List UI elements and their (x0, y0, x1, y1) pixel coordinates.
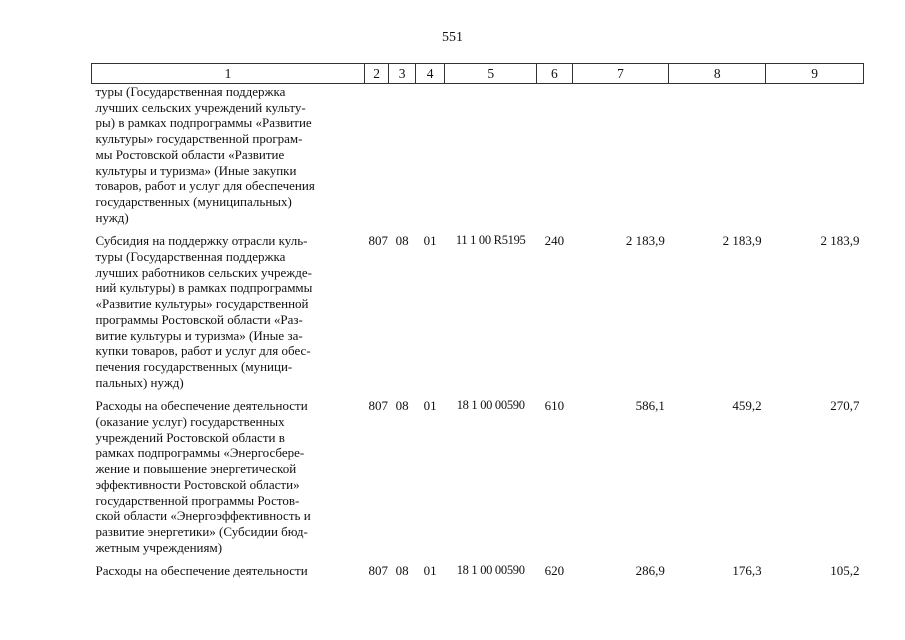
description-line: Расходы на обеспечение деятельности (95, 398, 308, 414)
row-spacer (92, 555, 864, 563)
budget-table (91, 63, 864, 579)
description-line: развитие энергетики» (Субсидии бюд- (95, 523, 308, 539)
description-line: нужд) (95, 209, 129, 225)
section-code: 08 (395, 398, 409, 414)
subsection-code: 01 (423, 398, 437, 414)
description-line: печения государственных (муници- (95, 358, 293, 374)
col-header-8: 8 (669, 64, 766, 84)
description-line: (оказание услуг) государственных (95, 414, 285, 430)
subsection-code: 01 (423, 563, 437, 579)
description-line: ской области «Энергоэффективность и (95, 508, 311, 524)
row-description (92, 398, 365, 555)
table-row (92, 398, 864, 555)
target-article-code (445, 84, 537, 226)
description-line: государственной программы Ростов- (95, 492, 300, 508)
description-line: рамках подпрограммы «Энергосбере- (95, 445, 305, 461)
expense-type-code: 620 (544, 563, 565, 579)
target-article-code: 18 1 00 00590 (456, 398, 525, 413)
description-line: ний культуры) в рамках подпрограммы (95, 280, 313, 296)
amount-year-2: 2 183,9 (722, 233, 762, 249)
description-line: Расходы на обеспечение деятельности (95, 563, 308, 579)
ministry-code: 807 (368, 233, 388, 249)
table-body (92, 84, 864, 580)
expense-type-code: 240 (544, 233, 565, 249)
description-line: пальных) нужд) (95, 374, 184, 390)
amount-year-1 (572, 84, 669, 226)
header-row (92, 64, 864, 84)
row-spacer-cell (92, 555, 864, 563)
section-code: 08 (395, 233, 409, 249)
description-line: «Развитие культуры» государственной (95, 296, 309, 312)
description-line: учреждений Ростовской области в (95, 429, 285, 445)
amount-year-2: 459,2 (732, 398, 762, 414)
col-header-3: 3 (389, 64, 415, 84)
table-row (92, 563, 864, 579)
row-description (92, 563, 365, 579)
description-line: жение и повышение энергетической (95, 461, 297, 477)
description-line: культуры и туризма» (Иные закупки (95, 162, 297, 178)
row-description (92, 233, 365, 390)
amount-year-1: 586,1 (635, 398, 665, 414)
row-spacer (92, 390, 864, 398)
amount-year-1: 2 183,9 (625, 233, 665, 249)
row-description (92, 84, 365, 226)
amount-year-3: 105,2 (830, 563, 860, 579)
amount-year-1: 286,9 (635, 563, 665, 579)
amount-year-3 (766, 84, 864, 226)
description-line: туры (Государственная поддержка (95, 84, 286, 99)
description-line: жетным учреждениям) (95, 539, 223, 555)
amount-year-3: 270,7 (830, 398, 860, 414)
amount-year-3: 2 183,9 (820, 233, 860, 249)
col-header-2: 2 (364, 64, 388, 84)
expense-type-code (537, 84, 573, 226)
description-line: лучших работников сельских учрежде- (95, 264, 313, 280)
subsection-code (415, 84, 445, 226)
description-line: культуры» государственной програм- (95, 131, 303, 147)
row-spacer (92, 225, 864, 233)
row-spacer-cell (92, 225, 864, 233)
description-line: государственных (муниципальных) (95, 193, 292, 209)
table-row (92, 84, 864, 226)
description-line: программы Ростовской области «Раз- (95, 311, 303, 327)
row-spacer-cell (92, 390, 864, 398)
description-line: витие культуры и туризма» (Иные за- (95, 327, 303, 343)
description-line: купки товаров, работ и услуг для обес- (95, 343, 311, 359)
col-header-1: 1 (92, 64, 365, 84)
col-header-4: 4 (415, 64, 445, 84)
col-header-5: 5 (445, 64, 537, 84)
subsection-code: 01 (423, 233, 437, 249)
expense-type-code: 610 (544, 398, 565, 414)
description-line: туры (Государственная поддержка (95, 249, 286, 265)
col-header-6: 6 (537, 64, 573, 84)
ministry-code: 807 (368, 563, 388, 579)
description-line: мы Ростовской области «Развитие (95, 146, 285, 162)
description-line: Субсидия на поддержку отрасли куль- (95, 233, 308, 249)
target-article-code: 11 1 00 R5195 (455, 233, 526, 248)
description-line: ры) в рамках подпрограммы «Развитие (95, 115, 312, 131)
table-row (92, 233, 864, 390)
amount-year-2: 176,3 (732, 563, 762, 579)
section-code: 08 (395, 563, 409, 579)
section-code (389, 84, 415, 226)
amount-year-2 (669, 84, 766, 226)
target-article-code: 18 1 00 00590 (456, 563, 525, 578)
page-number: 551 (442, 30, 463, 45)
ministry-code (364, 84, 388, 226)
col-header-7: 7 (572, 64, 669, 84)
col-header-9: 9 (766, 64, 864, 84)
description-line: эффективности Ростовской области» (95, 476, 300, 492)
description-line: лучших сельских учреждений культу- (95, 99, 306, 115)
ministry-code: 807 (368, 398, 388, 414)
description-line: товаров, работ и услуг для обеспечения (95, 178, 315, 194)
